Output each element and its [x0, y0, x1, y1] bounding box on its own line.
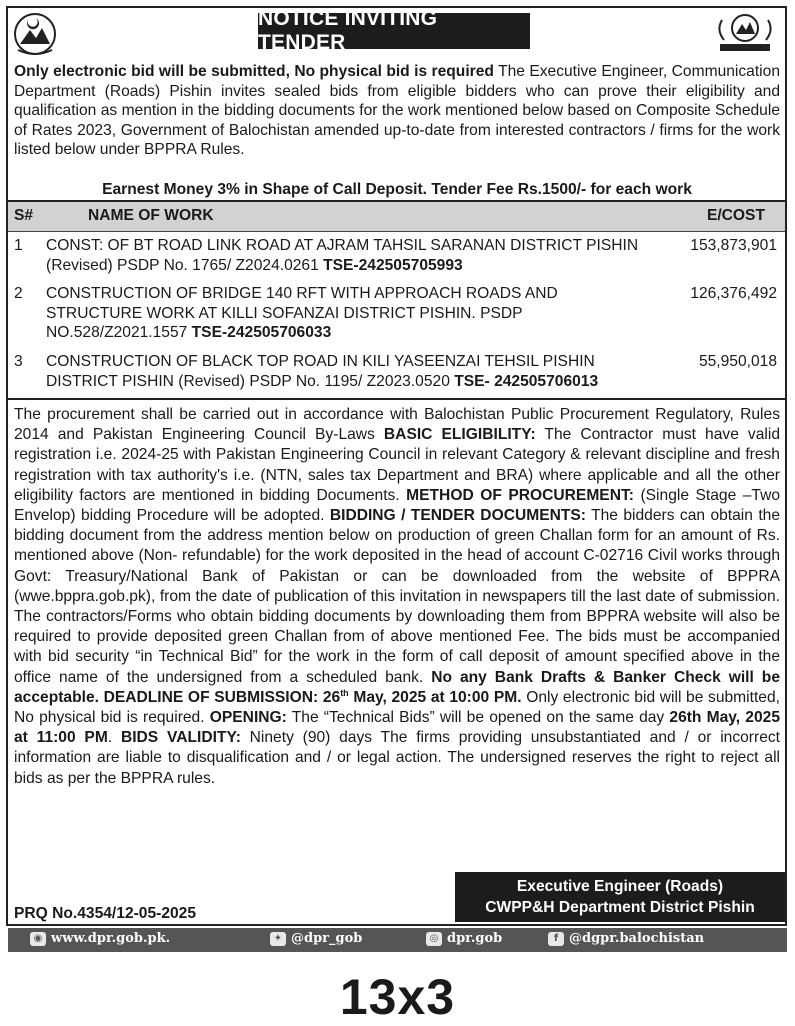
- footer-website-text: www.dpr.gob.pk.: [51, 931, 171, 946]
- footer-instagram[interactable]: [426, 931, 502, 946]
- row-sn: 2: [14, 285, 23, 302]
- heading-opening: OPENING:: [209, 709, 287, 727]
- notice-title: NOTICE INVITING TENDER: [258, 13, 530, 49]
- signature-block: [455, 872, 785, 922]
- row-work-text: CONSTRUCTION OF BLACK TOP ROAD IN KILI YASEENZAI TEHSIL PISHIN DISTRICT PISHIN (Revised) PSDP No. 1195/ Z2023.0520: [46, 353, 595, 390]
- deadline-time: May, 2025 at 10:00 PM.: [348, 688, 522, 706]
- row-work: [46, 352, 656, 391]
- body-text: Only electronic bid will be submitted, No physical bid is required.: [14, 688, 780, 727]
- footer-instagram-text: dpr.gob: [447, 931, 503, 946]
- row-sn: 1: [14, 237, 23, 254]
- body-text: .: [107, 729, 121, 747]
- twitter-icon: ✦: [270, 932, 286, 946]
- instagram-icon: ◎: [426, 932, 442, 946]
- heading-method-of-procurement: METHOD OF PROCUREMENT:: [406, 486, 634, 504]
- header-name-of-work: NAME OF WORK: [88, 207, 214, 224]
- row-tse: TSE-242505705993: [323, 256, 463, 274]
- conditions-paragraph: [14, 405, 780, 789]
- prq-number: PRQ No.4354/12-05-2025: [14, 905, 197, 922]
- opening-date: 26th May, 2025 at 11:00 PM: [14, 709, 780, 747]
- body-text: The Contractor must have valid registration i.e. 2024-25 with Pakistan Engineering Council in relevant Category & relevant discipline and fresh registration with tax authority's i.e. (NTN, sales tax Department and BRA) where applicable and all the other eligibility factors are mentioned in bidding Documents.: [14, 426, 781, 504]
- row-tse: TSE- 242505706013: [454, 372, 599, 390]
- body-text: (Single Stage –Two Envelop) bidding Procedure will be adopted.: [14, 486, 780, 525]
- header-sn: S#: [14, 207, 34, 224]
- intro-text: The Executive Engineer, Communication Department (Roads) Pishin invites sealed bids from eligible bidders who can prove their eligibility and qualification as mention in the bidding documents for the work mentioned below based on Composite Schedule of Rates 2023, Government of Balochistan amended up-to-date from interested contractors / firms for the work listed below under BPPRA Rules.: [14, 63, 780, 159]
- intro-paragraph: [14, 62, 780, 160]
- dgpr-emblem-icon: [708, 10, 782, 54]
- body-text: Ninety (90) days The firms providing unsubstantiated and / or incorrect information are liable to disqualification and / or legal action. The undersigned reserves the right to reject all bids as per the BPPRA rules.: [14, 729, 780, 787]
- footer-twitter-text: @dpr_gob: [291, 931, 363, 946]
- signature-line2: CWPP&H Department District Pishin: [485, 899, 755, 916]
- facebook-icon: f: [548, 932, 564, 946]
- row-sn: 3: [14, 353, 23, 370]
- body-text: The “Technical Bids” will be opened on the same day: [286, 709, 670, 727]
- globe-icon: ◉: [30, 932, 46, 946]
- earnest-money-line: Earnest Money 3% in Shape of Call Deposit. Tender Fee Rs.1500/- for each work: [102, 181, 692, 198]
- works-table: [8, 200, 785, 400]
- heading-basic-eligibility: BASIC ELIGIBILITY:: [383, 426, 536, 444]
- footer-facebook-text: @dgpr.balochistan: [569, 931, 705, 946]
- table-header: [8, 202, 785, 232]
- deadline-text: No any Bank Drafts & Banker Check will be acceptable. DEADLINE OF SUBMISSION: 26: [14, 668, 780, 706]
- row-work: [46, 284, 656, 343]
- body-text: The bidders can obtain the bidding document from the address mention below on production of green Challan form for an amount of Rs. mentioned above (Non- refundable) for the work deposited in the head of account C-02716 Civil works through Govt: Treasury/National Bank of Pakistan or can be downloaded from the website of BPPRA (wwe.bppra.gob.pk), from the date of publication of this invitation in newspapers till the last date of submission. The contractors/Forms who obtain bidding documents by downloading them from BPPRA website will also be required to provide deposited green Challan from of above mentioned Fee. The bids must be accompanied with bid security “in Technical Bid” for the work in the form of call deposit of amount specified above in the office name of the undersigned from a scheduled bank.: [14, 507, 781, 686]
- row-cost: 55,950,018: [698, 353, 777, 370]
- header-e-cost: E/COST: [706, 207, 765, 224]
- row-work-text: CONSTRUCTION OF BRIDGE 140 RFT WITH APPROACH ROADS AND STRUCTURE WORK AT KILLI SOFANZAI DISTRICT PISHIN. PSDP NO.528/Z2021.1557: [46, 285, 558, 342]
- heading-bidding-documents: BIDDING / TENDER DOCUMENTS:: [329, 507, 586, 525]
- ad-size-label: 13x3: [339, 969, 456, 1025]
- deadline-ordinal: th: [340, 687, 349, 698]
- body-text: The procurement shall be carried out in accordance with Balochistan Public Procurement Regulatory, Rules 2014 and Pakistan Engineering Council By-Laws: [14, 406, 780, 444]
- signature-line1: Executive Engineer (Roads): [516, 878, 724, 895]
- balochistan-emblem-icon: [10, 10, 60, 56]
- heading-bids-validity: BIDS VALIDITY:: [120, 729, 241, 747]
- row-cost: 126,376,492: [690, 285, 777, 302]
- row-work: [46, 236, 656, 275]
- footer-twitter[interactable]: [270, 931, 362, 946]
- row-work-text: CONST: OF BT ROAD LINK ROAD AT AJRAM TAHSIL SARANAN DISTRICT PISHIN (Revised) PSDP No. 1765/ Z2024.0261: [46, 237, 639, 274]
- row-cost: 153,873,901: [690, 237, 777, 254]
- footer-website[interactable]: [30, 931, 170, 946]
- footer-social-bar: [8, 928, 787, 952]
- footer-facebook[interactable]: [548, 931, 704, 946]
- row-tse: TSE-242505706033: [191, 324, 332, 342]
- intro-bold-lead: Only electronic bid will be submitted, No physical bid is required: [14, 63, 494, 80]
